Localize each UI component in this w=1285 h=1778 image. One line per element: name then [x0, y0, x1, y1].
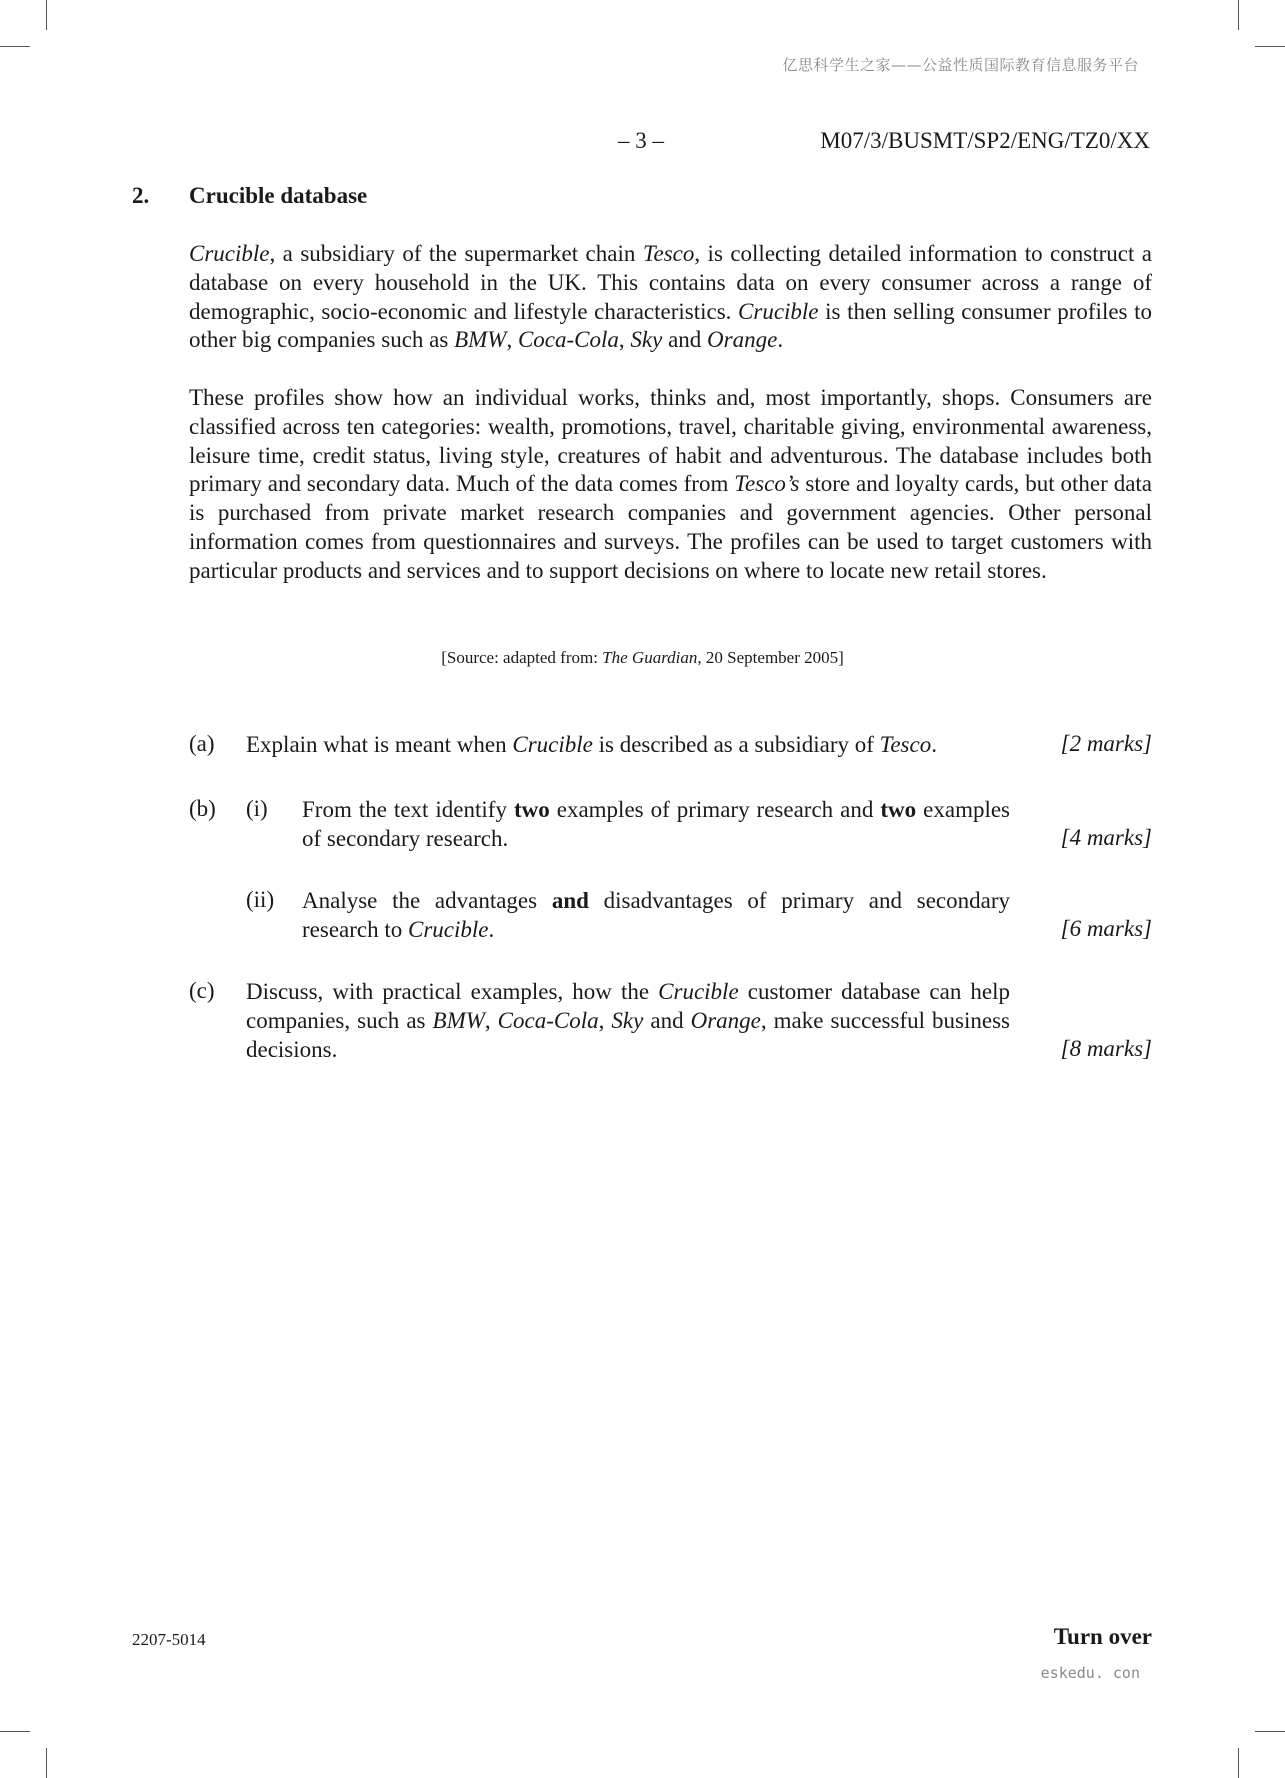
- crop-mark: [0, 1731, 30, 1732]
- paper-code: M07/3/BUSMT/SP2/ENG/TZ0/XX: [820, 128, 1150, 153]
- part-b-ii-label: (ii): [246, 887, 275, 912]
- part-a-question: Explain what is meant when Crucible is described as a subsidiary of Tesco.: [246, 732, 937, 757]
- crop-mark: [1255, 46, 1285, 47]
- part-a-label: (a): [189, 731, 215, 756]
- crop-mark: [1238, 1748, 1239, 1778]
- part-b-i-marks: [4 marks]: [1060, 825, 1152, 850]
- watermark-top: 亿思科学生之家——公益性质国际教育信息服务平台: [782, 56, 1139, 74]
- part-b-i-question: From the text identify two examples of primary research and two examples of secondary research.: [302, 797, 1011, 851]
- watermark-bottom: eskedu. con: [1040, 1664, 1140, 1682]
- case-paragraph-1: Crucible, a subsidiary of the supermarket chain Tesco, is collecting detailed information to construct a database on every household in the UK. This contains data on every consumer across a range of demographic, socio-economic and lifestyle characteristics. Crucible is then selling consumer profiles to other big companies such as BMW, Coca-Cola, Sky and Orange.: [189, 241, 1152, 353]
- source-citation: [Source: adapted from: The Guardian, 20 September 2005]: [441, 648, 844, 667]
- part-b-i-label: (i): [246, 796, 268, 821]
- footer-paper-code: 2207-5014: [132, 1630, 206, 1649]
- part-c-marks: [8 marks]: [1060, 1036, 1152, 1061]
- crop-mark: [1238, 0, 1239, 30]
- turn-over-label: Turn over: [1053, 1624, 1152, 1649]
- part-c-question: Discuss, with practical examples, how the Crucible customer database can help companies, such as BMW, Coca-Cola, Sky and Orange, make successful business decisions.: [246, 979, 1010, 1062]
- crop-mark: [1255, 1731, 1285, 1732]
- part-b-ii-marks: [6 marks]: [1060, 916, 1152, 941]
- crop-mark: [46, 0, 47, 30]
- question-number: 2.: [132, 183, 150, 208]
- page-number: – 3 –: [618, 128, 664, 153]
- part-b-ii-question: Analyse the advantages and disadvantages of primary and secondary research to Crucible.: [302, 888, 1010, 942]
- question-title: Crucible database: [189, 183, 368, 208]
- crop-mark: [46, 1748, 47, 1778]
- case-paragraph-2: These profiles show how an individual works, thinks and, most importantly, shops. Consumers are classified across ten categories: wealth, promotions, travel, charitable giving, environmental awareness, leisure time, credit status, living style, creatures of habit and adventurous. The database includes both primary and secondary data. Much of the data comes from Tesco’s store and loyalty cards, but other data is purchased from private market research companies and government agencies. Other personal information comes from questionnaires and surveys. The profiles can be used to target customers with particular products and services and to support decisions on where to locate new retail stores.: [189, 385, 1153, 583]
- part-b-label: (b): [189, 796, 216, 821]
- crop-mark: [0, 46, 30, 47]
- part-a-marks: [2 marks]: [1060, 731, 1152, 756]
- part-c-label: (c): [189, 978, 215, 1003]
